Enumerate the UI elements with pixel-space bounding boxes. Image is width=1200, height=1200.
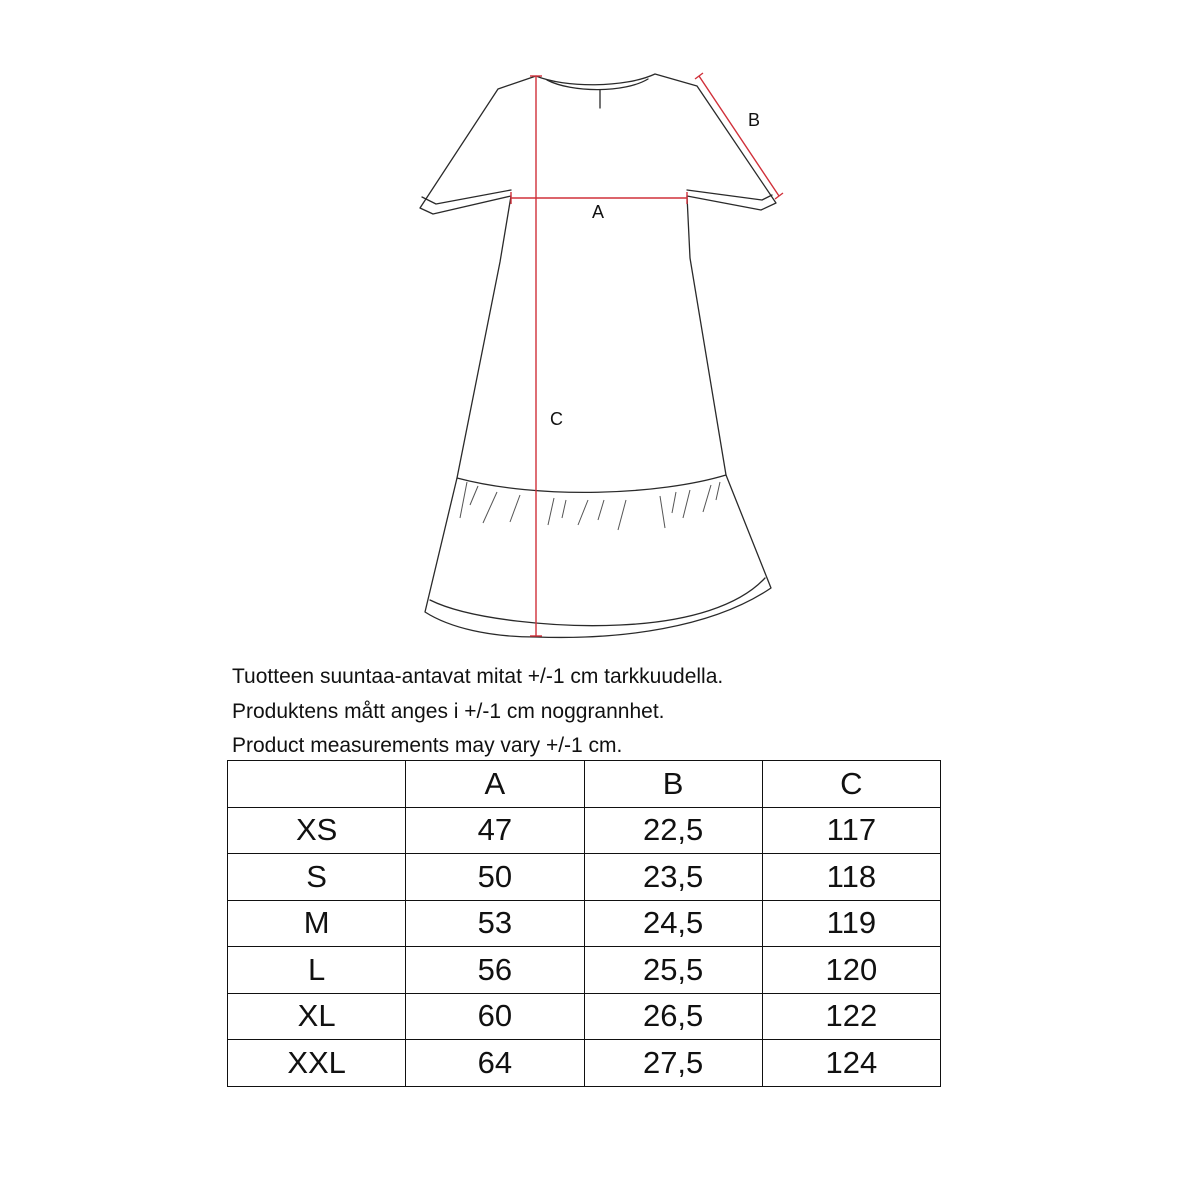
- table-row: [228, 854, 941, 901]
- value-cell-c: 120: [762, 947, 940, 994]
- table-row: [228, 993, 941, 1040]
- value-cell-b: 25,5: [584, 947, 762, 994]
- header-cell-c: C: [762, 761, 940, 808]
- measure-c: [530, 76, 542, 636]
- header-cell-b: B: [584, 761, 762, 808]
- note-finnish: Tuotteen suuntaa-antavat mitat +/-1 cm tarkkuudella.: [232, 665, 724, 688]
- size-cell: M: [228, 900, 406, 947]
- value-cell-a: 60: [406, 993, 584, 1040]
- label-c: C: [550, 409, 563, 429]
- value-cell-a: 53: [406, 900, 584, 947]
- value-cell-c: 117: [762, 807, 940, 854]
- value-cell-b: 27,5: [584, 1040, 762, 1087]
- header-cell-a: A: [406, 761, 584, 808]
- value-cell-b: 22,5: [584, 807, 762, 854]
- label-b: B: [748, 110, 761, 130]
- value-cell-c: 119: [762, 900, 940, 947]
- dress-outline: [420, 74, 776, 637]
- value-cell-b: 26,5: [584, 993, 762, 1040]
- size-cell: XS: [228, 807, 406, 854]
- tier-gathers: [460, 482, 720, 530]
- size-cell: L: [228, 947, 406, 994]
- size-chart-table: [227, 760, 941, 1087]
- measure-b: [695, 73, 783, 199]
- table-row: [228, 1040, 941, 1087]
- value-cell-a: 56: [406, 947, 584, 994]
- table-header-row: [228, 761, 941, 808]
- size-cell: XL: [228, 993, 406, 1040]
- value-cell-c: 122: [762, 993, 940, 1040]
- value-cell-c: 118: [762, 854, 940, 901]
- table-row: [228, 947, 941, 994]
- table-row: [228, 807, 941, 854]
- value-cell-b: 24,5: [584, 900, 762, 947]
- note-english: Product measurements may vary +/-1 cm.: [232, 734, 623, 757]
- value-cell-a: 64: [406, 1040, 584, 1087]
- size-cell: S: [228, 854, 406, 901]
- value-cell-c: 124: [762, 1040, 940, 1087]
- value-cell-a: 50: [406, 854, 584, 901]
- value-cell-a: 47: [406, 807, 584, 854]
- header-cell-size: [228, 761, 406, 808]
- value-cell-b: 23,5: [584, 854, 762, 901]
- note-swedish: Produktens mått anges i +/-1 cm noggrannhet.: [232, 699, 665, 723]
- table-row: [228, 900, 941, 947]
- label-a: A: [592, 202, 605, 222]
- measurement-notes: [232, 660, 723, 764]
- size-cell: XXL: [228, 1040, 406, 1087]
